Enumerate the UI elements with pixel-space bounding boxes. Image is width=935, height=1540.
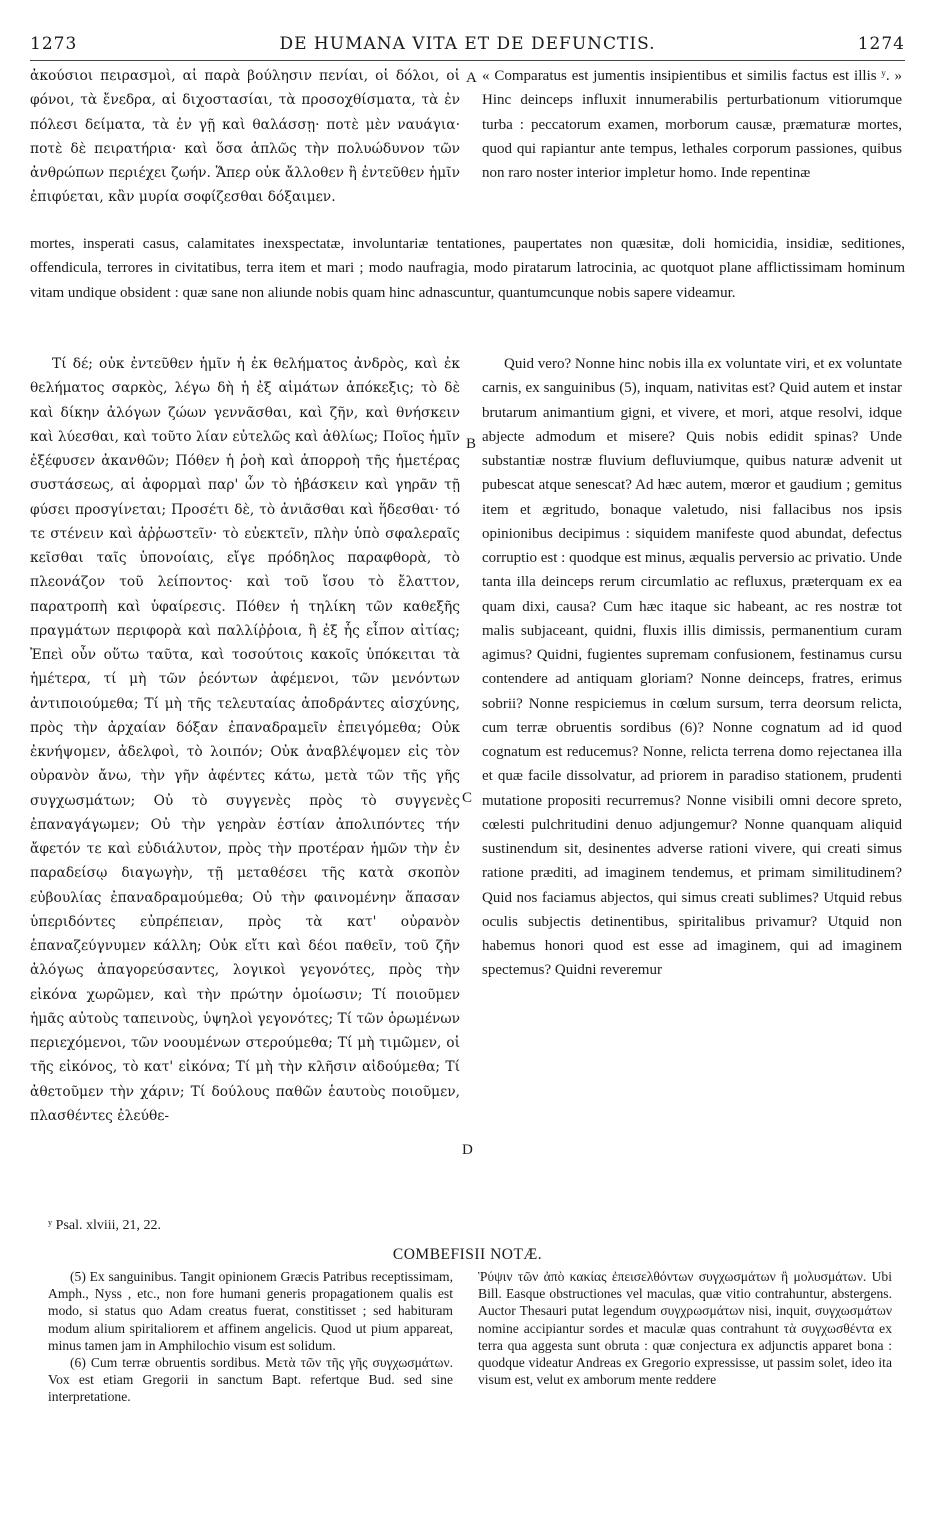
latin-text-main: Quid vero? Nonne hinc nobis illa ex voluntate viri, et ex voluntate carnis, ex sanguinibus (5), inquam, nativitas est? Quid autem et instar brutarum animantium gigni, et vivere, et mori, atque resolvi, idque abjecte admodum et misere? Quis nobis edidit spinas? Unde substantiæ nostræ fluvium defluviumque, quibus naturæ advenit ut pubescat atque senescat? Ad hæc autem, mœror et gaudium ; gemitus item et ægritudo, bonaque valetudo, nisi fallacibus nos ipsis opinionibus decipimus : siquidem manifeste quod abundat, defectus corruptio est : quodque est minus, æqualis perversio ac privatio. Unde tanta illa deinceps rerum circumlatio ac refluxus, præterquam ex ea quam dixi, causa? Cum hæc itaque sic habeant, ac res nostræ tot malis subjaceant, quidni, fluxis illis dimissis, permanentium curam agimus? Quidni, fugientes supremam confusionem, festinamus cursu contendere ad antiquam gloriam? Nonne deinceps, fratres, erimus sobrii? Nonne respiciemus in cœlum sursum, terra deorsum relicta, cum terræ obruentis sordibus (6)? Nonne cognatum ad id quod cognatum est reducemus? Nonne, relicta terrena domo rejectanea illa et quæ facile dissolvatur, ad priorem in paradiso stationem, prudenti mutatione propositi recurremus? Nonne visibili omni decore spreto, cœlesti pulchritudini denuo adjungemur? Nonne quanquam aliquid sustinendum sit, desinentes adverse rationi vivere, qui creati simus ratione præditi, ad imaginem tendemus, et primam similitudinem? Quid nos faciamus abjectos, qui simus creati sublimes? Utquid rebus oculis subjectis detinentibus, spiritalibus privamur? Utquid non habemus honori quod est esse ad imaginem, qui ad imaginem spectemus? Quidni reveremur <box>482 356 902 979</box>
latin-text-full-width: mortes, insperati casus, calamitates inexspectatæ, involuntariæ tentationes, paupertates non quæsitæ, doli homicidia, insidiæ, seditiones, offendicula, terrores in civitatibus, terra item et mari ; modo naufragia, modo piratarum latrocinia, ac quotquot plane afflictissimam hominum vitam undique obsident : quæ sane non aliunde nobis quam hinc adnascuntur, quantumcunque nobis sapere videamur. <box>30 236 905 301</box>
greek-text-top: ἀκούσιοι πειρασμοὶ, αἱ παρὰ βούλησιν πενίαι, οἱ δόλοι, οἱ φόνοι, τὰ ἔνεδρα, αἱ διχοστασίαι, τὰ προσοχθίσματα, τὰ ἐν πόλεσι δείματα, τὰ ἐν γῇ καὶ θαλάσσῃ· ποτὲ μὲν ναυάγια· ποτὲ δὲ πειρατήρια· καὶ ὅσα ἁπλῶς τὴν πολυώδυνον τῶν ἀνθρώπων περιέχει ζωήν. Ἅπερ οὐκ ἄλλοθεν ἢ ἐντεῦθεν ἡμῖν ἐπιφύεται, κἂν μυρία σοφίζεσθαι δόξαιμεν. <box>30 68 460 206</box>
margin-letter-b: B <box>466 436 477 452</box>
margin-letter-c: C <box>462 790 473 806</box>
running-header <box>30 34 905 58</box>
note-5: (5) Ex sanguinibus. Tangit opinionem Græcis Patribus receptissimam, Amph., Nyss , etc., non fore humani generis propagationem qualis est modo, si status quo Adam creatus fuerat, constitisset ; sed habituram modum alium spiritaliorem et affinem angelicis. Quod ut pium appareat, minus tamen jam in Amphilochio visum est solidum. <box>48 1269 453 1353</box>
running-title: DE HUMANA VITA ET DE DEFUNCTIS. <box>279 34 656 54</box>
notes-right-column <box>478 1268 892 1388</box>
left-page-number: 1273 <box>30 34 78 54</box>
margin-letter-d: D <box>462 1142 473 1158</box>
note-continuation: Ῥύψιν τῶν ἀπὸ κακίας ἐπεισελθόντων συγχωσμάτων ἢ μολυσμάτων. Ubi Bill. Easque obstructiones vel maculas, quæ vitio contrahuntur, abstergens. Auctor Thesauri putat legendum συγχρωσμάτων nisi, inquit, συγχωσμάτων nomine accipiantur sordes et maculæ quas contrahunt τὰ συγχωσθέντα ex terra qua aggesta sunt obruta : quæ conjectura ex adjunctis apparet bona : quodque videatur Andreas ex Gregorio expressisse, ut passim solet, ideo ita visum est, velut ex amborum mente reddere <box>478 1269 892 1388</box>
header-rule <box>30 60 905 61</box>
notes-left-column <box>48 1268 453 1406</box>
latin-text-top: « Comparatus est jumentis insipientibus et similis factus est illis ʸ. » Hinc deinceps influxit innumerabilis perturbationum vitiorumque turba : peccatorum examen, morborum causæ, præmaturæ mortes, quod qui rapiantur ante tempus, lethales corporum passiones, quibus non raro noster interior impletur homo. Inde repentinæ <box>482 68 902 182</box>
notes-heading: COMBEFISII NOTÆ. <box>392 1246 543 1263</box>
scripture-footnote: ʸ Psal. xlviii, 21, 22. <box>48 1218 162 1233</box>
greek-text-main: Τί δέ; οὐκ ἐντεῦθεν ἡμῖν ἡ ἐκ θελήματος ἀνδρὸς, καὶ ἐκ θελήματος σαρκὸς, λέγω δὴ ἡ ἐξ αἱμάτων ἀπόκεξις; τὸ δὲ καὶ δίκην ἀλόγων ζώων γεννᾶσθαι, καὶ ζῆν, καὶ θνήσκειν καὶ λύεσθαι, καὶ τοῦτο λίαν εὐτελῶς καὶ ἀθλίως; Ποῖος ἡμῖν ἐξέφυσεν ἀκανθῶν; Πόθεν ἡ ῥοὴ καὶ ἀπορροὴ τῆς ἡμετέρας συστάσεως, αἱ ἀφορμαὶ παρ' ὧν τὸ ἡβάσκειν καὶ γηρᾶν τῇ φύσει προσγίνεται; Προσέτι δὲ, τὸ ἀνιᾶσθαι καὶ ἥδεσθαι· τό τε στένειν καὶ ἀῤῥωστεῖν· τὸ εὐεκτεῖν, πλὴν ὑπὸ σφαλεραῖς κεῖσθαι ταῖς ὑπονοίαις, εἴγε πρόδηλος παραφθορὰ, τὸ πλεονάζον τοῦ λείποντος· καὶ τοῦ ἴσου τὸ ἔλαττον, παρατροπὴ καὶ ὑφαίρεσις. Πόθεν ἡ τηλίκη τῶν καθεξῆς πραγμάτων περιφορὰ καὶ παλλίῤῥοια, ἢ ἐξ ἧς εἶπον αἰτίας; Ἐπεὶ οὖν οὕτω ταῦτα, καὶ τοσούτοις κακοῖς ὑπόκειται τὰ ἡμέτερα, τί μὴ τῶν ῥεόντων ἀφέμενοι, τῶν μενόντων ἀντιποιούμεθα; Τί μὴ τῆς τελευταίας ἀποδράντες αἰσχύνης, πρὸς τὴν ἀρχαίαν δόξαν ἐπαναδραμεῖν ἐπειγόμεθα; Οὐκ ἐκνήψομεν, ἀδελφοὶ, τὸ λοιπόν; Οὐκ ἀναβλέψομεν εἰς τὸν οὐρανὸν ἄνω, τὴν γῆν ἀφέντες κάτω, μετὰ τῶν τῆς γῆς συγχωσμάτων; Οὐ τὸ συγγενὲς πρὸς τὸ συγγενὲς ἐπαναγάγωμεν; Οὐ τὴν γεηρὰν ἑστίαν ἀπολιπόντες τήν ἄφετόν τε καὶ εὐδιάλυτον, πρὸς τὴν προτέραν ἡμῶν τὴν ἐν παραδείσῳ διαγωγὴν, τῇ μεταθέσει τῆς κατὰ σκοπὸν εὐβουλίας ἐπαναδραμούμεθα; Οὐ τὴν φαινομένην ἅπασαν ὑπεριδόντες εὐπρέπειαν, πρὸς τὰ κατ' οὐρανὸν ἐπαναζεύγνυμεν κάλλη; Οὐκ εἴτι καὶ δέοι παθεῖν, τοῦ ζῆν ἀλόγως ἀπαγορεύσαντες, λογικοὶ γεγονότες, πρὸς τὴν εἰκόνα χωρῶμεν, καὶ τὴν πρώτην ὁμοίωσιν; Τί ποιοῦμεν ἡμᾶς αὐτοὺς ταπεινοὺς, ὑψηλοὶ γεγονότες; Τί τῶν ὁρωμένων περιεχόμενοι, τῶν νοουμένων στερούμεθα; Τί μὴ τιμῶμεν, οἱ τῆς εἰκόνος, τὸ κατ' εἰκόνα; Τί μὴ τὴν κλῆσιν αἰδούμεθα; Τί ἀθετοῦμεν τὴν χάριν; Τί δούλους παθῶν ἑαυτοὺς ποιοῦμεν, πλασθέντες ἐλεύθε- <box>30 356 460 1124</box>
note-6: (6) Cum terræ obruentis sordibus. Μετὰ τῶν τῆς γῆς συγχωσμάτων. Vox est etiam Gregorii in sanctum Bapt. refertque Bud. sed sine interpretatione. <box>48 1355 453 1405</box>
right-page-number: 1274 <box>857 34 905 54</box>
margin-letter-a: A <box>466 70 477 86</box>
